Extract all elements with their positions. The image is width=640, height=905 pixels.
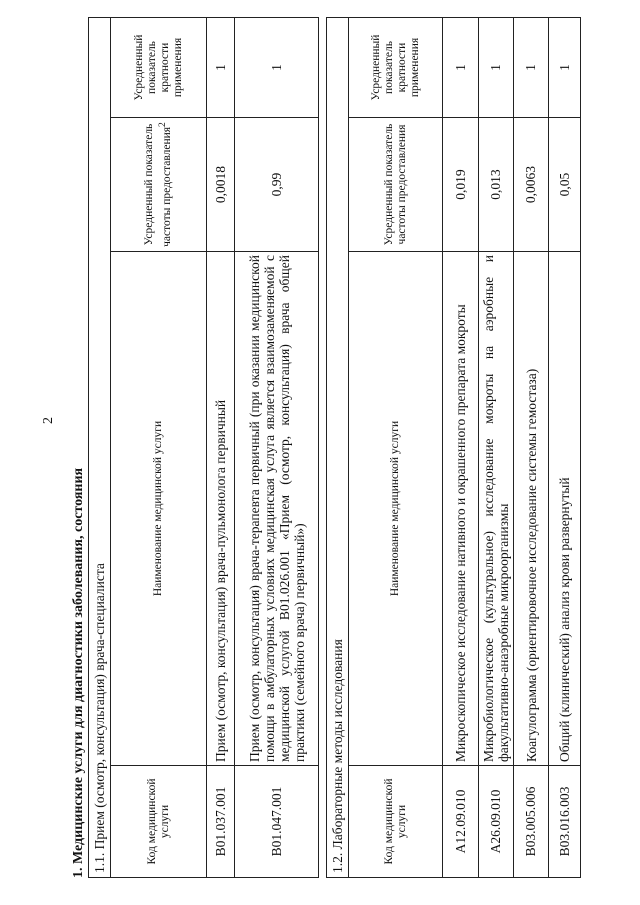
header-code: Код медицинской услуги [111, 766, 207, 878]
service-name: Коагулограмма (ориентировочное исследование системы гемостаза) [514, 252, 549, 766]
multiplicity-value: 1 [207, 18, 235, 118]
frequency-value: 0,0063 [514, 118, 549, 252]
rotated-page-content [70, 18, 630, 878]
service-code: A12.09.010 [443, 766, 479, 878]
table2-title: 1.2. Лабораторные методы исследования [327, 17, 349, 877]
multiplicity-value: 1 [443, 17, 479, 117]
header-frequency-text: Усредненный показатель частоты предоставления [143, 123, 173, 247]
frequency-value: 0,0018 [207, 118, 235, 252]
header-multiplicity: Усредненный показатель кратности применения [111, 18, 207, 118]
table-row [479, 17, 514, 877]
table1-title: 1.1. Прием (осмотр, консультация) врача-специалиста [89, 18, 111, 878]
service-code: B01.047.001 [235, 766, 319, 878]
header-code: Код медицинской услуги [349, 766, 443, 878]
header-multiplicity: Усредненный показатель кратности применения [349, 17, 443, 117]
table-row [549, 17, 581, 877]
footnote-marker: 2 [157, 122, 169, 127]
header-frequency [111, 118, 207, 252]
table-row [514, 17, 549, 877]
page-number: 2 [41, 417, 56, 424]
multiplicity-value: 1 [514, 17, 549, 117]
specialist-consultation-table [88, 17, 319, 878]
service-name: Микробиологическое (культуральное) исследование мокроты на аэробные и факультативно-анаэробные микроорганизмы [479, 252, 514, 766]
table-row [235, 18, 319, 878]
service-name: Прием (осмотр, консультация) врача-терапевта первичный (при оказании медицинской помощи в амбулаторных условиях медицинская услуга является взаимозаменяемой с медицинской услугой B01.026.001 «Прием (осмотр, консультация) врача общей практики (семейного врача) первичный») [235, 252, 319, 766]
frequency-value: 0,019 [443, 118, 479, 252]
service-code: A26.09.010 [479, 766, 514, 878]
service-code: B03.005.006 [514, 766, 549, 878]
frequency-value: 0,013 [479, 118, 514, 252]
service-name: Общий (клинический) анализ крови развернутый [549, 252, 581, 766]
service-name: Микроскопическое исследование нативного и окрашенного препарата мокроты [443, 252, 479, 766]
multiplicity-value: 1 [235, 18, 319, 118]
header-frequency: Усредненный показатель частоты предоставления [349, 118, 443, 252]
laboratory-methods-table [326, 17, 581, 878]
header-name: Наименование медицинской услуги [349, 252, 443, 766]
frequency-value: 0,99 [235, 118, 319, 252]
service-code: B01.037.001 [207, 766, 235, 878]
section-title: 1. Медицинские услуги для диагностики заболевания, состояния [71, 467, 86, 878]
service-code: B03.016.003 [549, 766, 581, 878]
table-row [443, 17, 479, 877]
table-row [207, 18, 235, 878]
frequency-value: 0,05 [549, 118, 581, 252]
multiplicity-value: 1 [479, 17, 514, 117]
service-name: Прием (осмотр, консультация) врача-пульмонолога первичный [207, 252, 235, 766]
header-name: Наименование медицинской услуги [111, 252, 207, 766]
multiplicity-value: 1 [549, 17, 581, 117]
